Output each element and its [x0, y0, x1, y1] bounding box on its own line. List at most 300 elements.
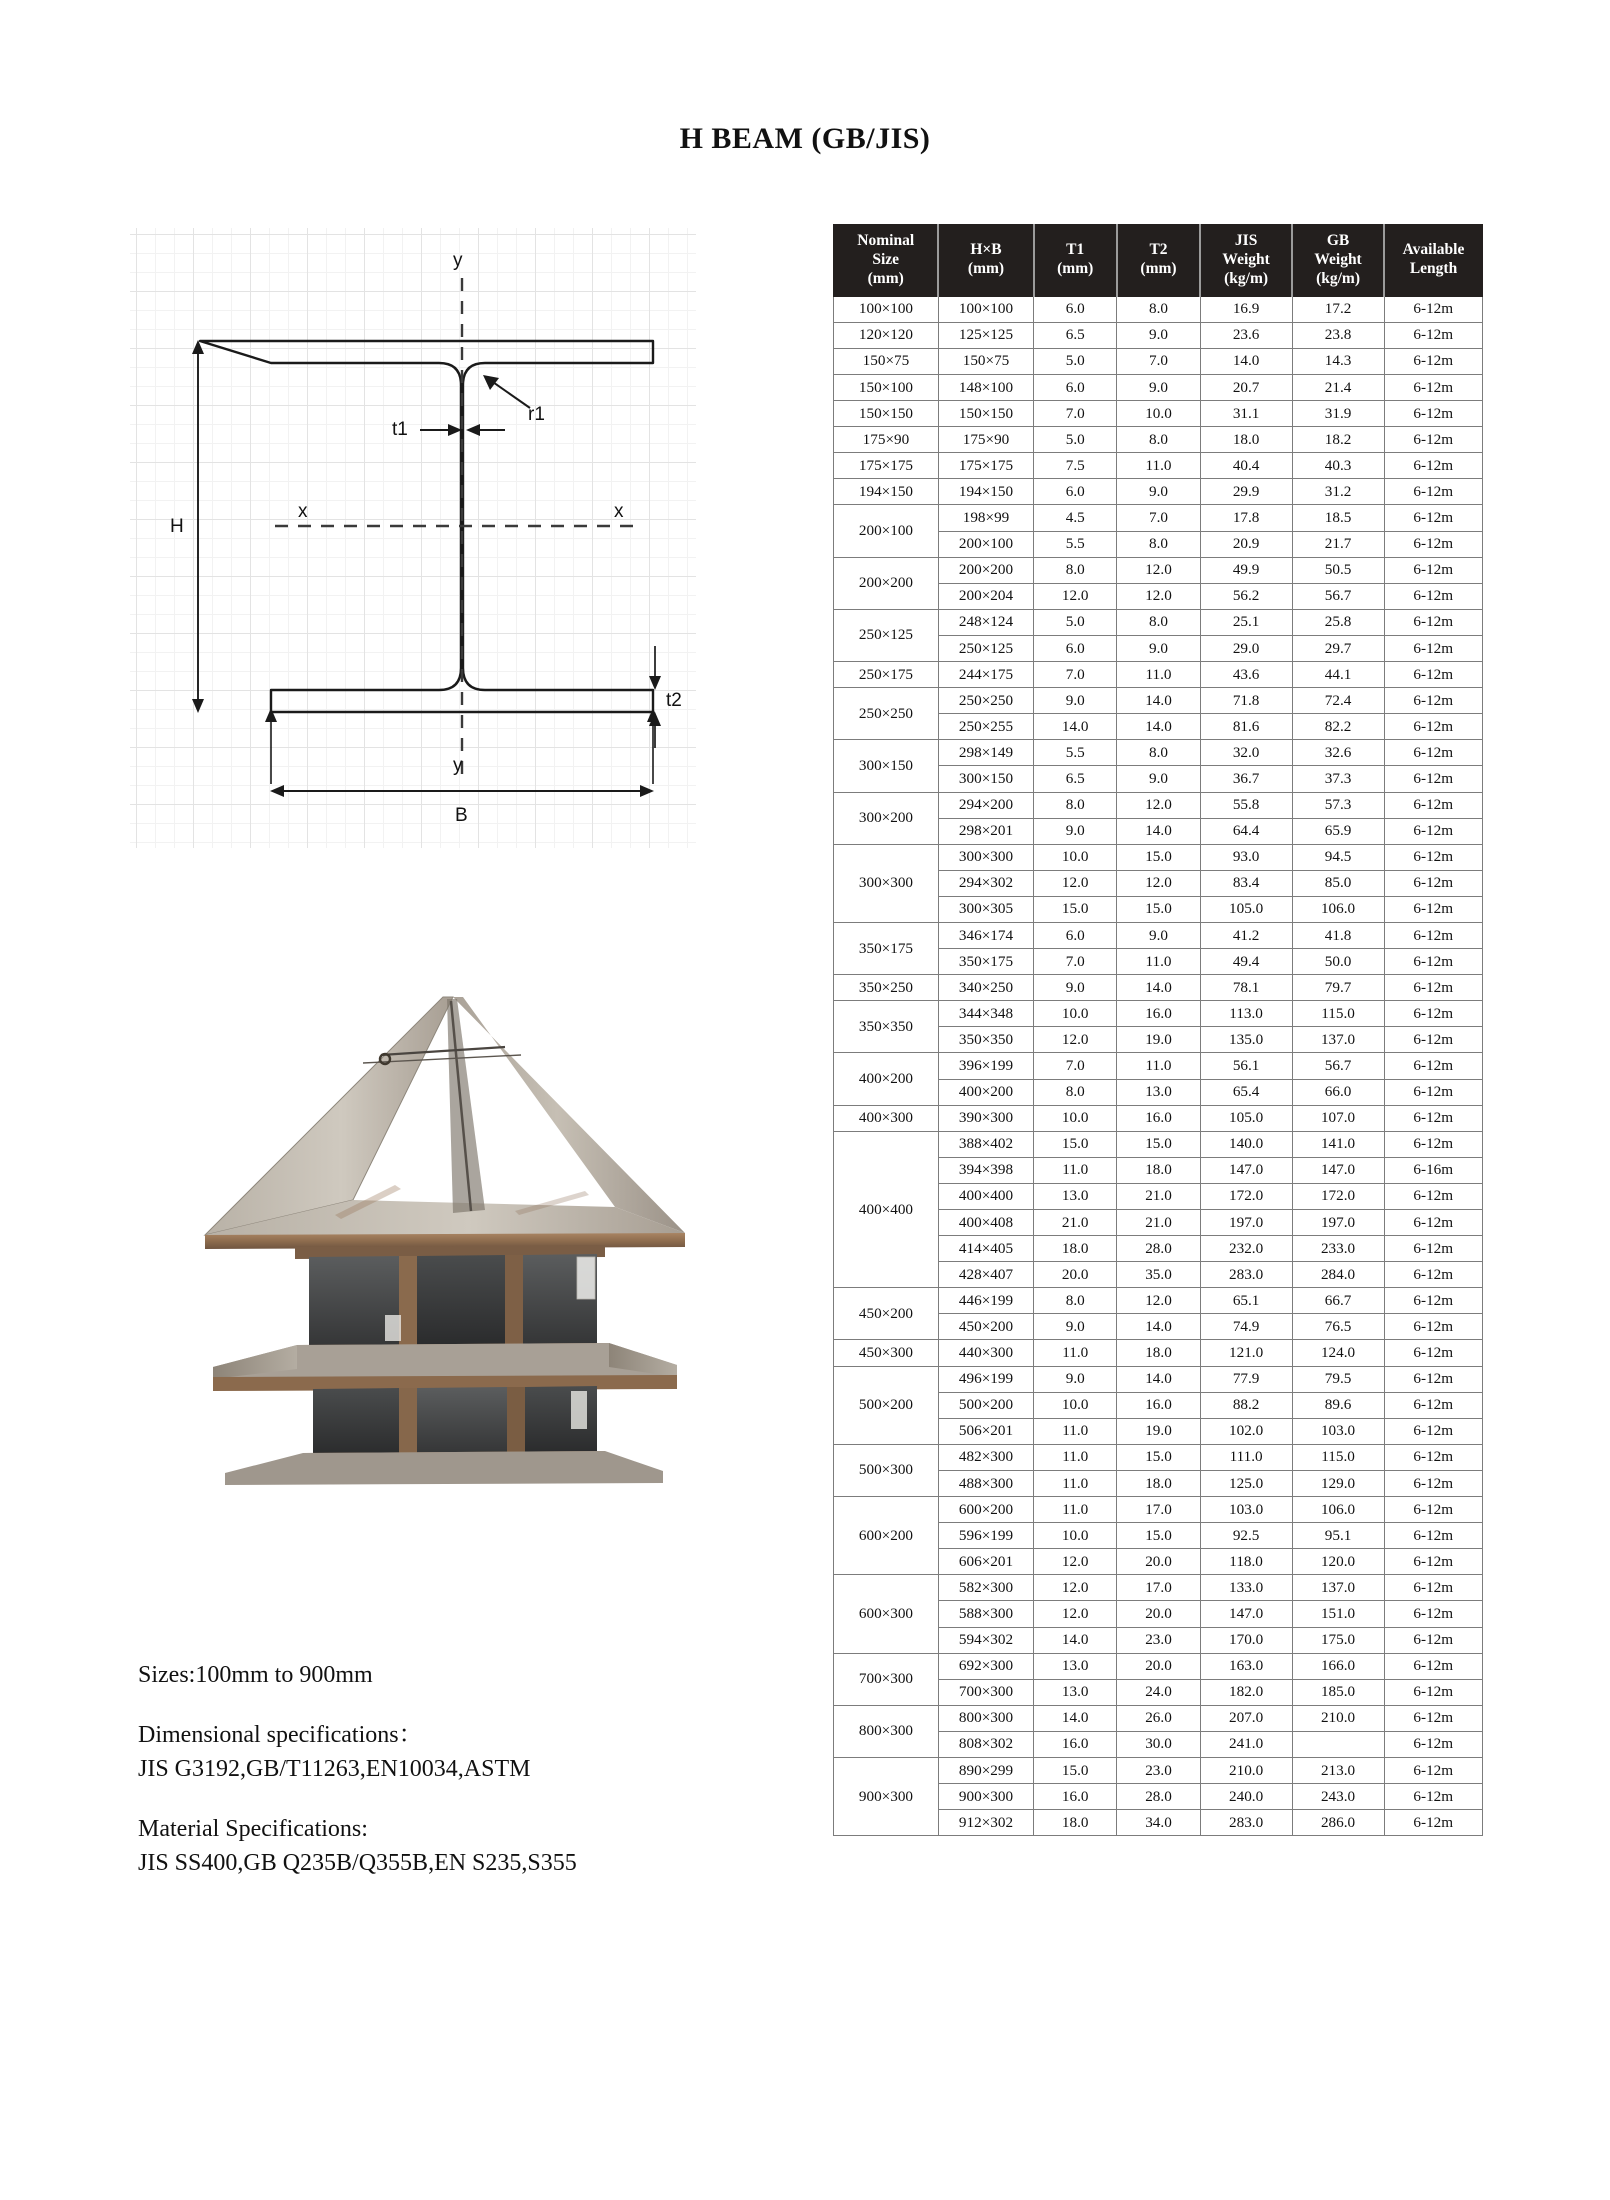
cell-h-x-b: 350×175 — [938, 949, 1033, 975]
table-row — [834, 479, 1483, 505]
cell-gb-weight: 79.7 — [1292, 975, 1384, 1001]
cell-h-x-b: 890×299 — [938, 1757, 1033, 1783]
table-row — [834, 1497, 1483, 1523]
cell-gb-weight: 147.0 — [1292, 1157, 1384, 1183]
table-row — [834, 1340, 1483, 1366]
cell-t1: 11.0 — [1034, 1444, 1117, 1470]
cell-nominal-size: 400×400 — [834, 1131, 939, 1288]
cell-t1: 6.0 — [1034, 296, 1117, 322]
table-row — [834, 322, 1483, 348]
cell-h-x-b: 298×149 — [938, 740, 1033, 766]
cell-t1: 5.0 — [1034, 427, 1117, 453]
cell-gb-weight — [1292, 1731, 1384, 1757]
cell-available-length: 6-12m — [1384, 1497, 1482, 1523]
cell-t1: 16.0 — [1034, 1731, 1117, 1757]
cell-t2: 20.0 — [1117, 1549, 1200, 1575]
cell-nominal-size: 400×200 — [834, 1053, 939, 1105]
cell-jis-weight: 210.0 — [1200, 1757, 1292, 1783]
cell-gb-weight: 21.4 — [1292, 375, 1384, 401]
cell-available-length: 6-12m — [1384, 427, 1482, 453]
cell-nominal-size: 250×125 — [834, 609, 939, 661]
cell-t1: 11.0 — [1034, 1497, 1117, 1523]
cell-t2: 10.0 — [1117, 401, 1200, 427]
cell-available-length: 6-12m — [1384, 1444, 1482, 1470]
cell-h-x-b: 596×199 — [938, 1523, 1033, 1549]
cell-jis-weight: 147.0 — [1200, 1157, 1292, 1183]
cell-jis-weight: 118.0 — [1200, 1549, 1292, 1575]
cell-t1: 18.0 — [1034, 1810, 1117, 1836]
cell-t1: 10.0 — [1034, 1523, 1117, 1549]
cell-gb-weight: 197.0 — [1292, 1210, 1384, 1236]
cell-h-x-b: 450×200 — [938, 1314, 1033, 1340]
cell-t2: 12.0 — [1117, 792, 1200, 818]
cell-h-x-b: 506×201 — [938, 1418, 1033, 1444]
cell-jis-weight: 105.0 — [1200, 896, 1292, 922]
cell-gb-weight: 31.9 — [1292, 401, 1384, 427]
cell-gb-weight: 32.6 — [1292, 740, 1384, 766]
cell-h-x-b: 148×100 — [938, 375, 1033, 401]
note-material-value: JIS SS400,GB Q235B/Q355B,EN S235,S355 — [138, 1850, 577, 1877]
cell-gb-weight: 17.2 — [1292, 296, 1384, 322]
cell-gb-weight: 137.0 — [1292, 1027, 1384, 1053]
cell-t2: 11.0 — [1117, 453, 1200, 479]
cell-t2: 12.0 — [1117, 583, 1200, 609]
cell-nominal-size: 250×250 — [834, 688, 939, 740]
cell-t2: 14.0 — [1117, 818, 1200, 844]
cell-jis-weight: 29.0 — [1200, 635, 1292, 661]
cell-jis-weight: 31.1 — [1200, 401, 1292, 427]
cell-gb-weight: 172.0 — [1292, 1183, 1384, 1209]
cell-h-x-b: 396×199 — [938, 1053, 1033, 1079]
cell-t1: 13.0 — [1034, 1183, 1117, 1209]
cell-h-x-b: 394×398 — [938, 1157, 1033, 1183]
cell-available-length: 6-12m — [1384, 844, 1482, 870]
cell-jis-weight: 105.0 — [1200, 1105, 1292, 1131]
table-row — [834, 792, 1483, 818]
cell-available-length: 6-12m — [1384, 1183, 1482, 1209]
cell-gb-weight: 120.0 — [1292, 1549, 1384, 1575]
cell-available-length: 6-12m — [1384, 1236, 1482, 1262]
cell-jis-weight: 88.2 — [1200, 1392, 1292, 1418]
cell-h-x-b: 294×302 — [938, 870, 1033, 896]
cell-available-length: 6-12m — [1384, 1105, 1482, 1131]
cell-jis-weight: 43.6 — [1200, 662, 1292, 688]
cell-h-x-b: 700×300 — [938, 1679, 1033, 1705]
table-row — [834, 375, 1483, 401]
cell-t2: 16.0 — [1117, 1105, 1200, 1131]
cell-gb-weight: 210.0 — [1292, 1705, 1384, 1731]
cell-jis-weight: 20.7 — [1200, 375, 1292, 401]
cell-gb-weight: 25.8 — [1292, 609, 1384, 635]
cell-available-length: 6-12m — [1384, 1210, 1482, 1236]
table-row — [834, 1131, 1483, 1157]
cell-jis-weight: 20.9 — [1200, 531, 1292, 557]
cell-nominal-size: 150×100 — [834, 375, 939, 401]
cell-gb-weight: 89.6 — [1292, 1392, 1384, 1418]
cell-h-x-b: 414×405 — [938, 1236, 1033, 1262]
cell-jis-weight: 40.4 — [1200, 453, 1292, 479]
cell-t2: 8.0 — [1117, 531, 1200, 557]
cell-gb-weight: 243.0 — [1292, 1784, 1384, 1810]
cell-h-x-b: 250×255 — [938, 714, 1033, 740]
cell-available-length: 6-12m — [1384, 818, 1482, 844]
cell-t1: 10.0 — [1034, 1001, 1117, 1027]
cell-t2: 30.0 — [1117, 1731, 1200, 1757]
cell-h-x-b: 340×250 — [938, 975, 1033, 1001]
cell-available-length: 6-12m — [1384, 479, 1482, 505]
cell-t2: 17.0 — [1117, 1497, 1200, 1523]
cell-gb-weight: 29.7 — [1292, 635, 1384, 661]
table-row — [834, 975, 1483, 1001]
cell-nominal-size: 200×100 — [834, 505, 939, 557]
cell-t1: 13.0 — [1034, 1653, 1117, 1679]
cell-jis-weight: 36.7 — [1200, 766, 1292, 792]
table-row — [834, 1053, 1483, 1079]
cell-jis-weight: 56.2 — [1200, 583, 1292, 609]
cell-available-length: 6-12m — [1384, 766, 1482, 792]
cell-gb-weight: 76.5 — [1292, 1314, 1384, 1340]
cell-t2: 24.0 — [1117, 1679, 1200, 1705]
cell-gb-weight: 41.8 — [1292, 922, 1384, 948]
cell-jis-weight: 16.9 — [1200, 296, 1292, 322]
cell-jis-weight: 125.0 — [1200, 1470, 1292, 1496]
cell-available-length: 6-12m — [1384, 1705, 1482, 1731]
cell-jis-weight: 197.0 — [1200, 1210, 1292, 1236]
note-dimensional-value: JIS G3192,GB/T11263,EN10034,ASTM — [138, 1756, 531, 1783]
cell-t1: 6.0 — [1034, 922, 1117, 948]
cell-h-x-b: 200×204 — [938, 583, 1033, 609]
cell-jis-weight: 65.4 — [1200, 1079, 1292, 1105]
column-header-nominal-size: Nominal Size (mm) — [834, 225, 939, 297]
cell-t1: 12.0 — [1034, 870, 1117, 896]
cell-t2: 11.0 — [1117, 662, 1200, 688]
beam-profile-drawing — [130, 228, 696, 848]
cell-t1: 7.0 — [1034, 401, 1117, 427]
cell-t2: 34.0 — [1117, 1810, 1200, 1836]
table-row — [834, 1105, 1483, 1131]
axis-label-x-left: x — [298, 501, 308, 522]
cell-h-x-b: 175×90 — [938, 427, 1033, 453]
cell-h-x-b: 198×99 — [938, 505, 1033, 531]
cell-t1: 8.0 — [1034, 1079, 1117, 1105]
cell-nominal-size: 175×90 — [834, 427, 939, 453]
cell-available-length: 6-12m — [1384, 1470, 1482, 1496]
cell-gb-weight: 56.7 — [1292, 583, 1384, 609]
cell-gb-weight: 185.0 — [1292, 1679, 1384, 1705]
cell-jis-weight: 65.1 — [1200, 1288, 1292, 1314]
cell-gb-weight: 57.3 — [1292, 792, 1384, 818]
cell-jis-weight: 163.0 — [1200, 1653, 1292, 1679]
table-row — [834, 1288, 1483, 1314]
h-beam-specification-table — [833, 224, 1483, 1836]
note-sizes: Sizes:100mm to 900mm — [138, 1662, 373, 1688]
cell-t2: 16.0 — [1117, 1392, 1200, 1418]
cell-t1: 6.0 — [1034, 375, 1117, 401]
cell-available-length: 6-12m — [1384, 322, 1482, 348]
cell-h-x-b: 150×75 — [938, 348, 1033, 374]
cell-h-x-b: 488×300 — [938, 1470, 1033, 1496]
dimension-label-t1: t1 — [392, 419, 408, 440]
table-row — [834, 557, 1483, 583]
cell-gb-weight: 103.0 — [1292, 1418, 1384, 1444]
cell-h-x-b: 300×150 — [938, 766, 1033, 792]
cell-jis-weight: 241.0 — [1200, 1731, 1292, 1757]
cell-h-x-b: 446×199 — [938, 1288, 1033, 1314]
cell-h-x-b: 244×175 — [938, 662, 1033, 688]
table-row — [834, 1653, 1483, 1679]
cell-jis-weight: 135.0 — [1200, 1027, 1292, 1053]
cell-t1: 9.0 — [1034, 975, 1117, 1001]
axis-label-y-bottom: y — [453, 755, 463, 776]
cell-available-length: 6-12m — [1384, 609, 1482, 635]
cell-available-length: 6-12m — [1384, 1679, 1482, 1705]
cell-jis-weight: 207.0 — [1200, 1705, 1292, 1731]
cell-jis-weight: 102.0 — [1200, 1418, 1292, 1444]
cell-t1: 8.0 — [1034, 792, 1117, 818]
cell-t2: 21.0 — [1117, 1210, 1200, 1236]
cell-h-x-b: 298×201 — [938, 818, 1033, 844]
cell-t2: 8.0 — [1117, 296, 1200, 322]
axis-label-y-top: y — [453, 250, 463, 271]
cell-t2: 9.0 — [1117, 766, 1200, 792]
page-title: H BEAM (GB/JIS) — [679, 122, 931, 155]
table-row — [834, 688, 1483, 714]
cell-t2: 11.0 — [1117, 1053, 1200, 1079]
cell-jis-weight: 14.0 — [1200, 348, 1292, 374]
cell-t1: 10.0 — [1034, 1392, 1117, 1418]
cell-nominal-size: 900×300 — [834, 1757, 939, 1835]
cell-t1: 13.0 — [1034, 1679, 1117, 1705]
cell-nominal-size: 500×300 — [834, 1444, 939, 1496]
cell-jis-weight: 78.1 — [1200, 975, 1292, 1001]
cell-jis-weight: 17.8 — [1200, 505, 1292, 531]
cell-nominal-size: 150×150 — [834, 401, 939, 427]
cell-t2: 18.0 — [1117, 1470, 1200, 1496]
cell-t1: 5.5 — [1034, 740, 1117, 766]
cell-available-length: 6-12m — [1384, 1053, 1482, 1079]
cell-jis-weight: 83.4 — [1200, 870, 1292, 896]
cell-available-length: 6-12m — [1384, 1079, 1482, 1105]
cell-h-x-b: 250×250 — [938, 688, 1033, 714]
cell-nominal-size: 800×300 — [834, 1705, 939, 1757]
cell-jis-weight: 18.0 — [1200, 427, 1292, 453]
cell-t1: 6.5 — [1034, 322, 1117, 348]
cell-gb-weight: 124.0 — [1292, 1340, 1384, 1366]
cell-jis-weight: 240.0 — [1200, 1784, 1292, 1810]
cell-available-length: 6-12m — [1384, 1549, 1482, 1575]
cell-t1: 5.0 — [1034, 609, 1117, 635]
cell-h-x-b: 100×100 — [938, 296, 1033, 322]
cell-gb-weight: 95.1 — [1292, 1523, 1384, 1549]
cell-h-x-b: 344×348 — [938, 1001, 1033, 1027]
cell-t2: 19.0 — [1117, 1418, 1200, 1444]
cell-jis-weight: 93.0 — [1200, 844, 1292, 870]
cell-t1: 15.0 — [1034, 1757, 1117, 1783]
cell-t2: 19.0 — [1117, 1027, 1200, 1053]
cell-h-x-b: 808×302 — [938, 1731, 1033, 1757]
cell-t2: 11.0 — [1117, 949, 1200, 975]
cell-h-x-b: 390×300 — [938, 1105, 1033, 1131]
cell-available-length: 6-12m — [1384, 375, 1482, 401]
cell-t1: 6.0 — [1034, 635, 1117, 661]
dimension-label-b: B — [455, 805, 468, 826]
cell-nominal-size: 300×150 — [834, 740, 939, 792]
cell-available-length: 6-12m — [1384, 1027, 1482, 1053]
cell-available-length: 6-12m — [1384, 1262, 1482, 1288]
cell-h-x-b: 200×200 — [938, 557, 1033, 583]
cell-t1: 11.0 — [1034, 1340, 1117, 1366]
table-row — [834, 453, 1483, 479]
cell-available-length: 6-12m — [1384, 740, 1482, 766]
cell-available-length: 6-12m — [1384, 975, 1482, 1001]
cell-t2: 12.0 — [1117, 870, 1200, 896]
cell-t1: 7.5 — [1034, 453, 1117, 479]
cell-t2: 20.0 — [1117, 1653, 1200, 1679]
cell-available-length: 6-12m — [1384, 635, 1482, 661]
cell-h-x-b: 482×300 — [938, 1444, 1033, 1470]
cell-t2: 8.0 — [1117, 609, 1200, 635]
cell-jis-weight: 140.0 — [1200, 1131, 1292, 1157]
cell-t1: 7.0 — [1034, 662, 1117, 688]
cell-t1: 11.0 — [1034, 1418, 1117, 1444]
cell-t1: 12.0 — [1034, 1027, 1117, 1053]
cell-jis-weight: 182.0 — [1200, 1679, 1292, 1705]
cell-h-x-b: 300×305 — [938, 896, 1033, 922]
cell-h-x-b: 175×175 — [938, 453, 1033, 479]
cell-t2: 21.0 — [1117, 1183, 1200, 1209]
cell-available-length: 6-12m — [1384, 1653, 1482, 1679]
dimension-label-r1: r1 — [528, 404, 545, 425]
note-dimensional-heading: Dimensional specifications： — [138, 1722, 423, 1749]
cell-available-length: 6-12m — [1384, 1001, 1482, 1027]
cell-gb-weight: 115.0 — [1292, 1444, 1384, 1470]
cell-t2: 14.0 — [1117, 714, 1200, 740]
table-row — [834, 740, 1483, 766]
cell-nominal-size: 350×350 — [834, 1001, 939, 1053]
cell-nominal-size: 350×250 — [834, 975, 939, 1001]
cell-gb-weight: 18.2 — [1292, 427, 1384, 453]
cell-jis-weight: 41.2 — [1200, 922, 1292, 948]
cell-jis-weight: 29.9 — [1200, 479, 1292, 505]
cell-t2: 9.0 — [1117, 322, 1200, 348]
cell-nominal-size: 450×300 — [834, 1340, 939, 1366]
cell-available-length: 6-12m — [1384, 557, 1482, 583]
cell-t2: 15.0 — [1117, 1523, 1200, 1549]
cell-t1: 14.0 — [1034, 714, 1117, 740]
cell-t1: 12.0 — [1034, 1549, 1117, 1575]
cell-h-x-b: 500×200 — [938, 1392, 1033, 1418]
cell-nominal-size: 150×75 — [834, 348, 939, 374]
cell-h-x-b: 300×300 — [938, 844, 1033, 870]
column-header-gb-weight: GB Weight (kg/m) — [1292, 225, 1384, 297]
cell-t1: 6.0 — [1034, 479, 1117, 505]
column-header-h-x-b: H×B (mm) — [938, 225, 1033, 297]
cell-available-length: 6-12m — [1384, 1340, 1482, 1366]
cell-t2: 8.0 — [1117, 740, 1200, 766]
cell-gb-weight: 233.0 — [1292, 1236, 1384, 1262]
cell-jis-weight: 49.9 — [1200, 557, 1292, 583]
column-header-t1: T1 (mm) — [1034, 225, 1117, 297]
cell-h-x-b: 428×407 — [938, 1262, 1033, 1288]
cell-h-x-b: 294×200 — [938, 792, 1033, 818]
cell-h-x-b: 912×302 — [938, 1810, 1033, 1836]
cell-nominal-size: 700×300 — [834, 1653, 939, 1705]
cell-t1: 20.0 — [1034, 1262, 1117, 1288]
column-header-jis-weight: JIS Weight (kg/m) — [1200, 225, 1292, 297]
note-material-heading: Material Specifications: — [138, 1816, 368, 1843]
cell-t1: 12.0 — [1034, 1575, 1117, 1601]
cell-t2: 12.0 — [1117, 1288, 1200, 1314]
table-row — [834, 1366, 1483, 1392]
cell-available-length: 6-12m — [1384, 949, 1482, 975]
cell-t1: 9.0 — [1034, 1314, 1117, 1340]
cell-t1: 18.0 — [1034, 1236, 1117, 1262]
table-row — [834, 922, 1483, 948]
cell-t1: 7.0 — [1034, 949, 1117, 975]
cell-t1: 9.0 — [1034, 818, 1117, 844]
table-row — [834, 427, 1483, 453]
table-row — [834, 1705, 1483, 1731]
cell-nominal-size: 300×200 — [834, 792, 939, 844]
cell-available-length: 6-12m — [1384, 922, 1482, 948]
cell-t2: 9.0 — [1117, 635, 1200, 661]
cell-gb-weight: 284.0 — [1292, 1262, 1384, 1288]
cell-t2: 8.0 — [1117, 427, 1200, 453]
cell-t1: 21.0 — [1034, 1210, 1117, 1236]
cell-available-length: 6-12m — [1384, 583, 1482, 609]
cell-gb-weight: 72.4 — [1292, 688, 1384, 714]
cell-available-length: 6-12m — [1384, 401, 1482, 427]
cell-available-length: 6-12m — [1384, 296, 1482, 322]
cell-t2: 15.0 — [1117, 1131, 1200, 1157]
cell-t1: 10.0 — [1034, 1105, 1117, 1131]
cell-t2: 7.0 — [1117, 348, 1200, 374]
cell-t1: 11.0 — [1034, 1470, 1117, 1496]
cell-available-length: 6-12m — [1384, 1810, 1482, 1836]
cell-t1: 14.0 — [1034, 1627, 1117, 1653]
cell-available-length: 6-12m — [1384, 1131, 1482, 1157]
cell-gb-weight: 50.5 — [1292, 557, 1384, 583]
cell-jis-weight: 77.9 — [1200, 1366, 1292, 1392]
table-row — [834, 1757, 1483, 1783]
cell-jis-weight: 81.6 — [1200, 714, 1292, 740]
table-header-row — [834, 225, 1483, 297]
cell-t2: 14.0 — [1117, 975, 1200, 1001]
cell-nominal-size: 400×300 — [834, 1105, 939, 1131]
dimension-label-h: H — [170, 516, 184, 537]
cell-t1: 5.5 — [1034, 531, 1117, 557]
cell-nominal-size: 194×150 — [834, 479, 939, 505]
cell-t1: 6.5 — [1034, 766, 1117, 792]
cell-available-length: 6-12m — [1384, 1757, 1482, 1783]
cell-h-x-b: 125×125 — [938, 322, 1033, 348]
cell-nominal-size: 100×100 — [834, 296, 939, 322]
cell-available-length: 6-12m — [1384, 662, 1482, 688]
cell-gb-weight: 23.8 — [1292, 322, 1384, 348]
cell-available-length: 6-12m — [1384, 1627, 1482, 1653]
cell-t2: 28.0 — [1117, 1236, 1200, 1262]
cell-nominal-size: 300×300 — [834, 844, 939, 922]
cell-t1: 8.0 — [1034, 557, 1117, 583]
cell-gb-weight: 66.7 — [1292, 1288, 1384, 1314]
cell-h-x-b: 194×150 — [938, 479, 1033, 505]
cell-t1: 16.0 — [1034, 1784, 1117, 1810]
cell-jis-weight: 172.0 — [1200, 1183, 1292, 1209]
cell-available-length: 6-16m — [1384, 1157, 1482, 1183]
h-beam-cross-section-diagram — [130, 228, 696, 848]
table-header — [834, 225, 1483, 297]
cell-gb-weight: 44.1 — [1292, 662, 1384, 688]
